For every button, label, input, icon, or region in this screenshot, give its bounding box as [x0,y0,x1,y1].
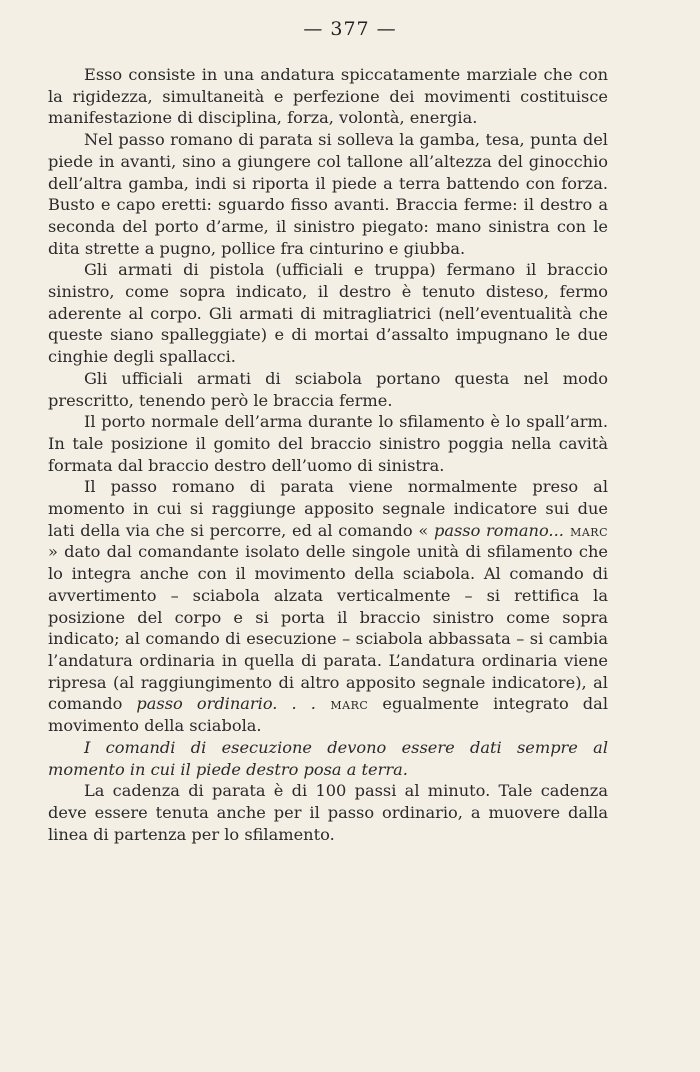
paragraph-7-italic-note: I comandi di esecuzione devono essere dati sempre al momento in cui il piede destro posa a terra. [48,737,608,779]
paragraph-6 [48,476,608,736]
paragraph-1: Esso consiste in una andatura spiccatamente marziale che con la rigidezza, simultaneità e perfezione dei movimenti costituisce manifestazione di disciplina, forza, volontà, energia. [48,65,608,128]
paragraph-3: Gli armati di pistola (ufficiali e truppa) fermano il braccio sinistro, come sopra indicato, il destro è tenuto disteso, fermo aderente al corpo. Gli armati di mitragliatrici (nell’eventualità che queste siano spalleggiate) e di mortai d’assalto impugnano le due cinghie degli spallacci. [48,260,608,367]
paragraph-6-part-3: egualmente integrato dal movimento della sciabola. [48,694,608,736]
page-body-text [48,64,608,845]
command-marc-1: marc [563,520,608,540]
page-number: — 377 — [303,18,397,40]
paragraph-4: Gli ufficiali armati di sciabola portano questa nel modo prescritto, tenendo però le braccia ferme. [48,368,608,410]
command-marc-2: marc [315,694,369,714]
paragraph-6-part-1: Il passo romano di parata viene normalmente preso al momento in cui si raggiunge apposito segnale indicatore sui due lati della via che si percorre, ed al comando « [48,477,608,540]
paragraph-6-part-2: » dato dal comandante isolato delle singole unità di sfilamento che lo integra anche con il movimento della sciabola. Al comando di avvertimento – sciabola alzata verticalmente – si rettifica la posizione del corpo e si porta il braccio sinistro come sopra indicato; al comando di esecuzione – sciabola abbassata – si cambia l’andatura ordinaria in quella di parata. L’andatura ordinaria viene ripresa (al raggiungimento di altro apposito segnale indicatore), al comando [48,542,608,714]
command-passo-ordinario: passo ordinario. . . [136,694,316,714]
paragraph-5: Il porto normale dell’arma durante lo sfilamento è lo spall’arm. In tale posizione il gomito del braccio sinistro poggia nella cavità formata dal braccio destro dell’uomo di sinistra. [48,412,608,475]
paragraph-8: La cadenza di parata è di 100 passi al minuto. Tale cadenza deve essere tenuta anche per il passo ordinario, a muovere dalla linea di partenza per lo sfilamento. [48,781,608,844]
command-passo-romano: passo romano... [433,520,564,540]
paragraph-2: Nel passo romano di parata si solleva la gamba, tesa, punta del piede in avanti, sino a giungere col tallone all’altezza del ginocchio dell’altra gamba, indi si riporta il piede a terra battendo con forza. Busto e capo eretti: sguardo fisso avanti. Braccia ferme: il destro a seconda del porto d’arme, il sinistro piegato: mano sinistra con le dita strette a pugno, pollice fra cinturino e giubba. [48,130,608,258]
